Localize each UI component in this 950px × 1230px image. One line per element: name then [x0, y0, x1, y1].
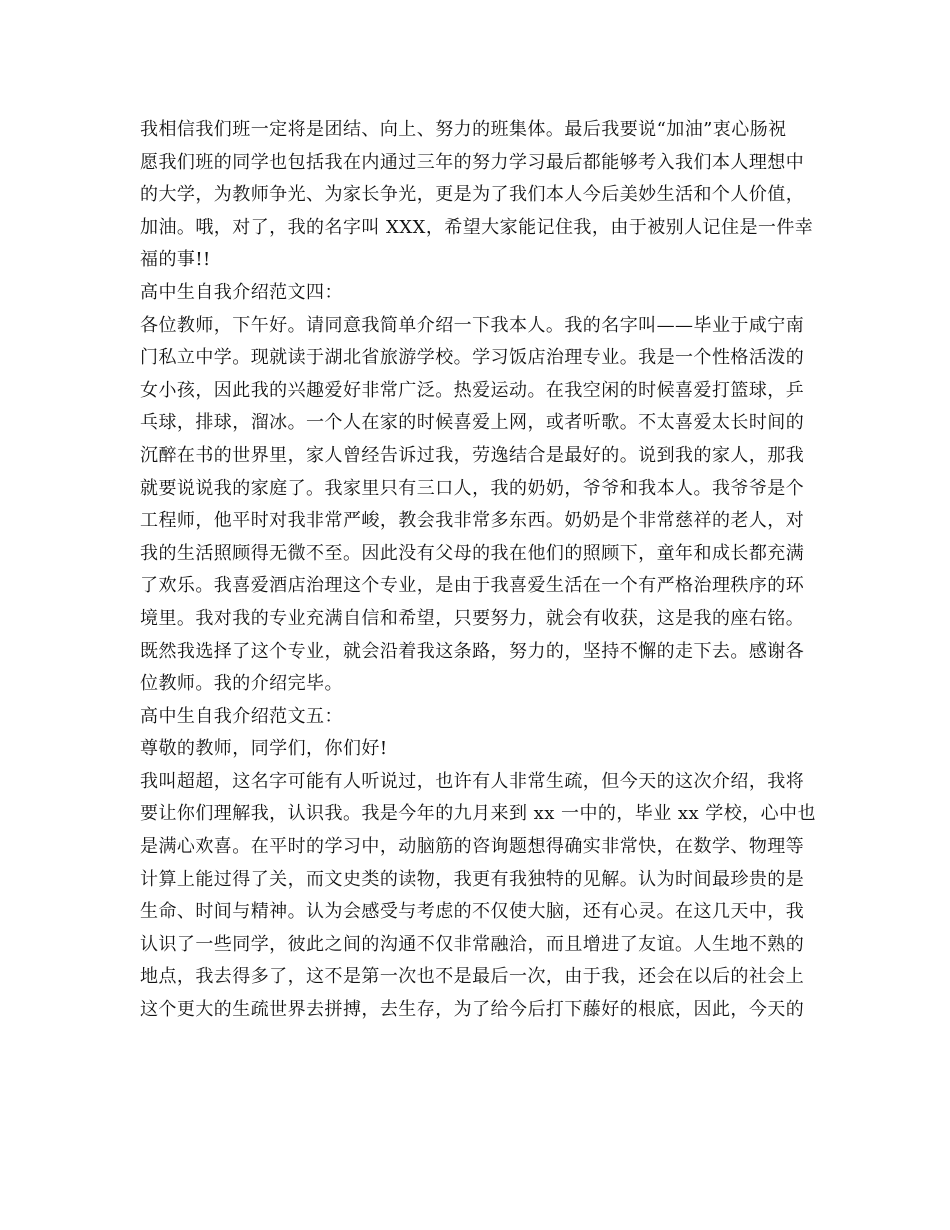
text-line: 女小孩，因此我的兴趣爱好非常广泛。热爱运动。在我空闲的时候喜爱打篮球，乒: [140, 379, 805, 401]
text-line: 我的生活照顾得无微不至。因此没有父母的我在他们的照顾下，童年和成长都充满: [140, 542, 805, 564]
text-line: 沉醉在书的世界里，家人曾经告诉过我，劳逸结合是最好的。说到我的家人，那我: [140, 444, 805, 466]
document-body: [140, 114, 816, 1027]
text-line: 加油。哦，对了，我的名字叫 XXX，希望大家能记住我，由于被别人记住是一件幸: [140, 216, 814, 238]
text-line: 这个更大的生疏世界去拼搏，去生存，为了给今后打下藤好的根底，因此，今天的: [140, 999, 805, 1021]
text-line: 的大学，为教师争光、为家长争光，更是为了我们本人今后美妙生活和个人价值，: [140, 184, 805, 206]
section-heading: 高中生自我介绍范文四：: [140, 281, 343, 303]
text-line: 认识了一些同学，彼此之间的沟通不仅非常融洽，而且增进了友谊。人生地不熟的: [140, 933, 805, 955]
text-line: 我相信我们班一定将是团结、向上、努力的班集体。最后我要说“加油”衷心肠祝: [140, 119, 787, 140]
text-line: 门私立中学。现就读于湖北省旅游学校。学习饭店治理专业。我是一个性格活泼的: [140, 347, 805, 369]
text-line: 就要说说我的家庭了。我家里只有三口人，我的奶奶，爷爷和我本人。我爷爷是个: [140, 477, 805, 499]
text-line: 我叫超超，这名字可能有人听说过，也许有人非常生疏，但今天的这次介绍，我将: [140, 770, 805, 792]
text-line: 既然我选择了这个专业，就会沿着我这条路，努力的，坚持不懈的走下去。感谢各: [140, 640, 805, 662]
text-line: 乓球，排球，溜冰。一个人在家的时候喜爱上网，或者听歌。不太喜爱太长时间的: [140, 412, 805, 434]
greeting-line: 尊敬的教师，同学们，你们好!: [140, 738, 388, 760]
text-line: 地点，我去得多了，这不是第一次也不是最后一次，由于我，还会在以后的社会上: [140, 966, 805, 988]
text-line: 位教师。我的介绍完毕。: [140, 673, 343, 695]
text-line: 愿我们班的同学也包括我在内通过三年的努力学习最后都能够考入我们本人理想中: [140, 151, 805, 173]
text-line: 计算上能过得了关，而文史类的读物，我更有我独特的见解。认为时间最珍贵的是: [140, 868, 805, 890]
text-line: 生命、时间与精神。认为会感受与考虑的不仅使大脑，还有心灵。在这几天中，我: [140, 901, 805, 923]
text-line: 各位教师，下午好。请同意我简单介绍一下我本人。我的名字叫——毕业于咸宁南: [140, 314, 805, 336]
text-line: 福的事!!: [140, 249, 211, 271]
text-line: 是满心欢喜。在平时的学习中，动脑筋的咨询题想得确实非常快，在数学、物理等: [140, 836, 805, 858]
text-line: 境里。我对我的专业充满自信和希望，只要努力，就会有收获，这是我的座右铭。: [140, 607, 805, 629]
text-line: 了欢乐。我喜爱酒店治理这个专业，是由于我喜爱生活在一个有严格治理秩序的环: [140, 575, 805, 597]
section-heading: 高中生自我介绍范文五：: [140, 705, 343, 727]
text-line: 要让你们理解我，认识我。我是今年的九月来到 xx 一中的，毕业 xx 学校，心中也: [140, 803, 816, 825]
text-line: 工程师，他平时对我非常严峻，教会我非常多东西。奶奶是个非常慈祥的老人，对: [140, 510, 805, 532]
